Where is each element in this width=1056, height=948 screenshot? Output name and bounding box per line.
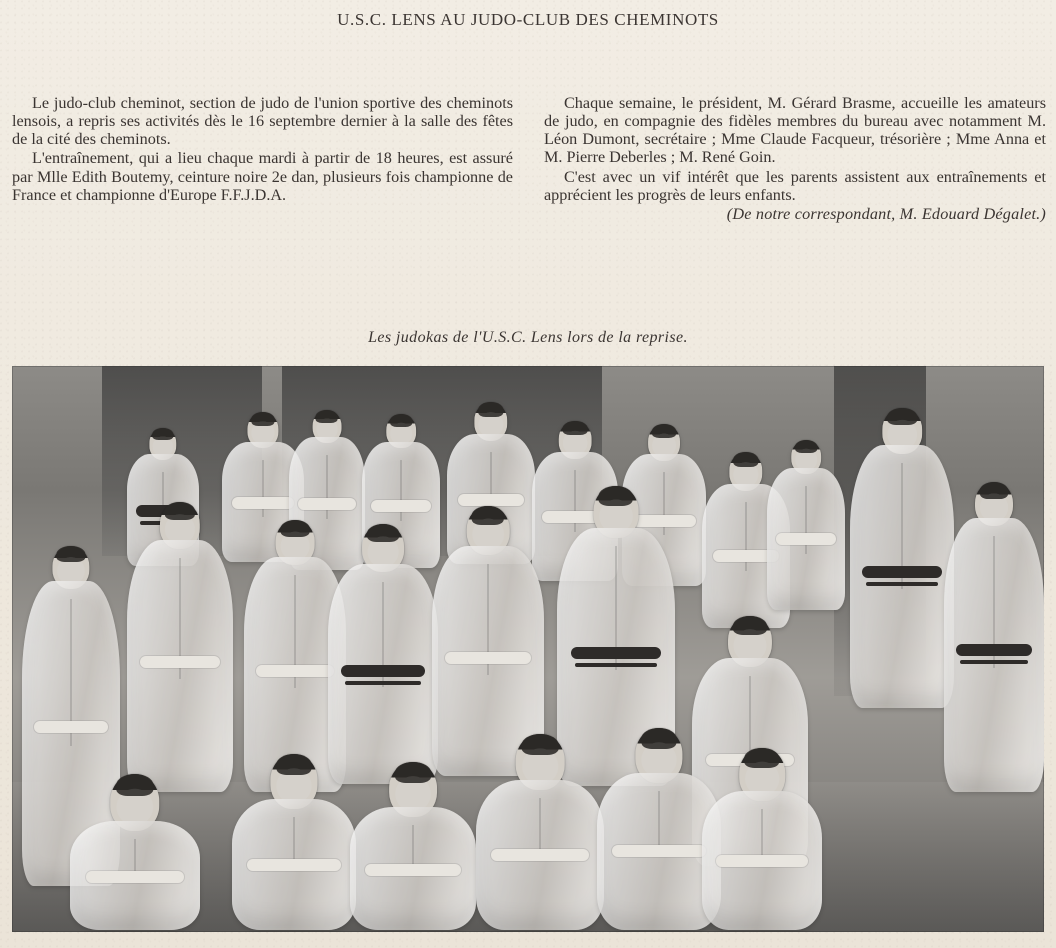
- photo-caption: Les judokas de l'U.S.C. Lens lors de la reprise.: [368, 329, 688, 346]
- judoka: [350, 762, 476, 930]
- judoka: [70, 774, 200, 930]
- judo-group-photo: [12, 366, 1044, 932]
- correspondent-signature: (De notre correspondant, M. Edouard Dégalet.): [726, 204, 1046, 223]
- left-column: [12, 94, 513, 205]
- judoka: [702, 748, 822, 930]
- judoka: [476, 734, 604, 930]
- left-paragraph-1: Le judo-club cheminot, section de judo de l'union sportive des cheminots lensois, a repris ses activités dès le 16 septembre dernier à la salle des fêtes de la cité des cheminots.: [12, 94, 513, 149]
- judoka: [944, 482, 1044, 792]
- judoka: [767, 440, 845, 610]
- judoka: [127, 502, 233, 792]
- right-column: [544, 94, 1046, 223]
- judoka: [850, 408, 954, 708]
- right-paragraph-1: Chaque semaine, le président, M. Gérard Brasme, accueille les amateurs de judo, en compagnie des fidèles membres du bureau avec notamment M. Léon Dumont, secrétaire ; Mme Claude Facqueur, trésorière ; Mme Anna et M. Pierre Deberles ; M. René Goin.: [544, 94, 1046, 167]
- left-paragraph-2: L'entraînement, qui a lieu chaque mardi à partir de 18 heures, est assuré par Mlle Edith Boutemy, ceinture noire 2e dan, plusieurs fois championne de France et championne d'Europe F.F.J.D.A.: [12, 149, 513, 204]
- right-paragraph-2: C'est avec un vif intérêt que les parents assistent aux entraînements et apprécient les progrès de leurs enfants.: [544, 167, 1046, 204]
- article-headline: U.S.C. LENS AU JUDO-CLUB DES CHEMINOTS: [337, 10, 719, 29]
- judoka: [232, 754, 356, 930]
- judoka: [328, 524, 438, 784]
